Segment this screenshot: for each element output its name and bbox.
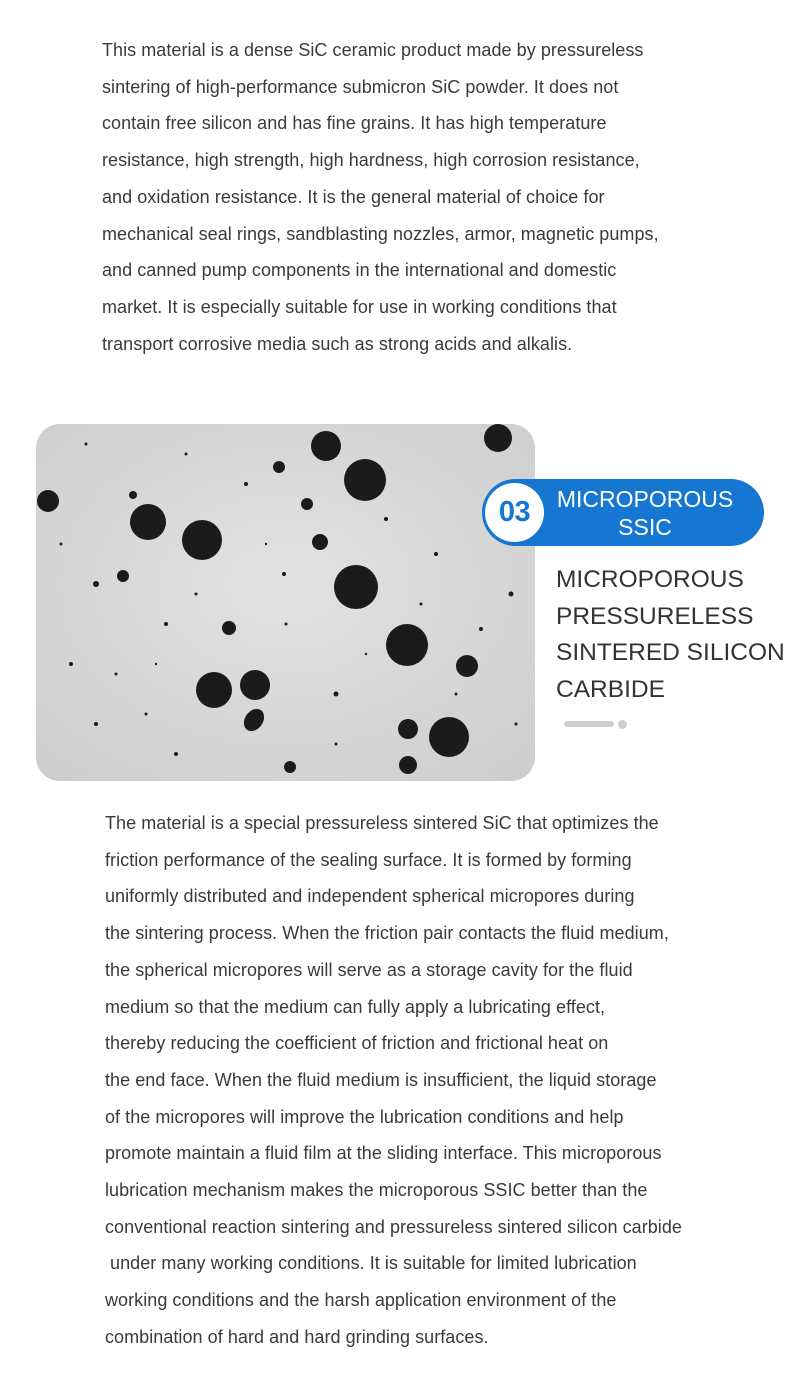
heading-line: MICROPOROUS [556, 566, 744, 593]
intro-line: market. It is especially suitable for use in working conditions that [102, 296, 617, 317]
section-number: 03 [485, 483, 544, 542]
description-line: The material is a special pressureless sintered SiC that optimizes the [105, 813, 659, 833]
intro-line: resistance, high strength, high hardness, high corrosion resistance, [102, 150, 640, 171]
intro-line: mechanical seal rings, sandblasting nozzles, armor, magnetic pumps, [102, 223, 659, 244]
description-line: the end face. When the fluid medium is insufficient, the liquid storage [105, 1069, 657, 1090]
description-line: under many working conditions. It is suitable for limited lubrication [105, 1253, 637, 1274]
badge-title-line: MICROPOROUS [556, 486, 734, 512]
description-line: medium so that the medium can fully apply a lubricating effect, [105, 996, 606, 1017]
heading-line: PRESSURELESS [556, 602, 754, 630]
intro-line: transport corrosive media such as strong acids and alkalis. [102, 333, 573, 354]
badge-title [548, 485, 742, 541]
heading-line: SINTERED SILICON [556, 639, 785, 667]
description-line: conventional reaction sintering and pressureless sintered silicon carbide [105, 1216, 682, 1237]
description-line: of the micropores will improve the lubrication conditions and help [105, 1106, 624, 1127]
intro-line: and oxidation resistance. It is the general material of choice for [102, 186, 605, 207]
slide-indicator-active[interactable] [564, 721, 614, 727]
section-badge [482, 479, 764, 546]
heading-line: CARBIDE [556, 676, 665, 704]
slide-indicator [564, 719, 634, 729]
description-line: friction performance of the sealing surface. It is formed by forming [105, 849, 632, 870]
intro-line: contain free silicon and has fine grains. It has high temperature [102, 113, 607, 134]
description-line: combination of hard and hard grinding surfaces. [105, 1326, 489, 1347]
intro-line: sintering of high-performance submicron SiC powder. It does not [102, 76, 619, 97]
description-paragraph [105, 805, 682, 1356]
intro-line: This material is a dense SiC ceramic product made by pressureless [102, 40, 644, 60]
section-heading [556, 562, 785, 709]
description-line: working conditions and the harsh application environment of the [105, 1290, 617, 1311]
description-line: thereby reducing the coefficient of friction and frictional heat on [105, 1033, 609, 1054]
microporous-micrograph-image [36, 424, 535, 781]
slide-indicator-dot[interactable] [618, 720, 627, 729]
description-line: uniformly distributed and independent spherical micropores during [105, 886, 635, 907]
description-line: the spherical micropores will serve as a storage cavity for the fluid [105, 959, 633, 980]
description-line: promote maintain a fluid film at the sliding interface. This microporous [105, 1143, 662, 1164]
intro-line: and canned pump components in the international and domestic [102, 260, 617, 281]
badge-title-line: SSIC [618, 514, 672, 540]
description-line: the sintering process. When the friction pair contacts the fluid medium, [105, 923, 669, 944]
description-line: lubrication mechanism makes the microporous SSIC better than the [105, 1180, 648, 1201]
intro-paragraph [102, 32, 659, 362]
